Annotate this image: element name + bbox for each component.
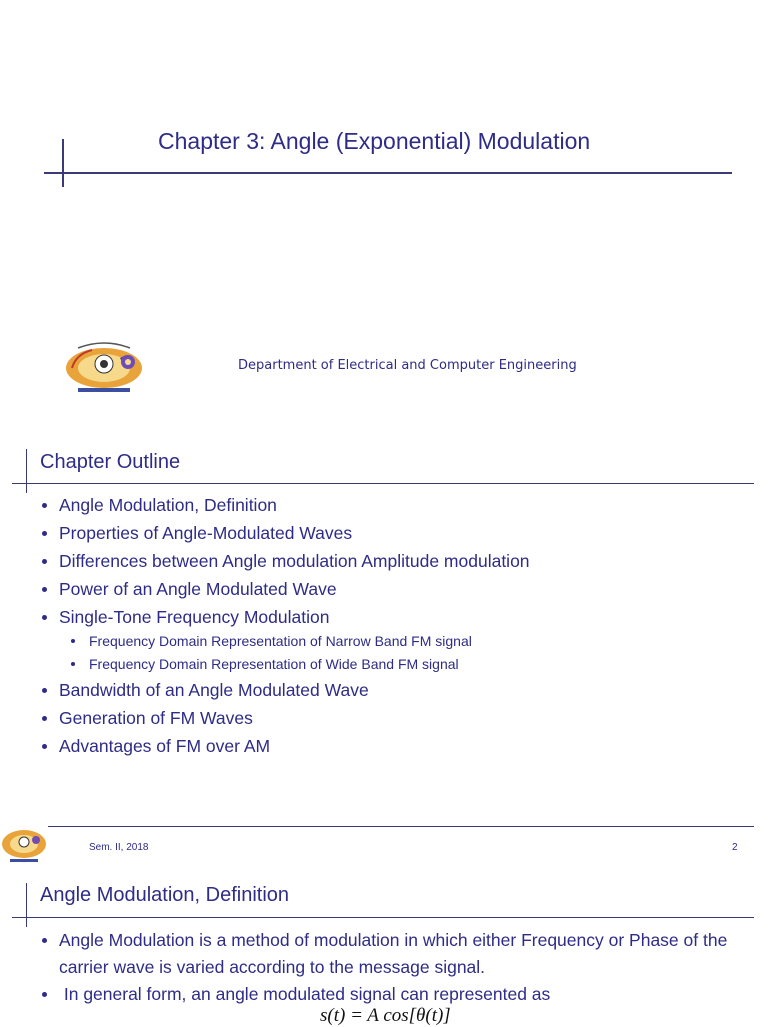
outline-sublist — [40, 630, 472, 676]
definition-title: Angle Modulation, Definition — [40, 884, 290, 906]
chapter-title: Chapter 3: Angle (Exponential) Modulation — [158, 128, 591, 154]
university-logo-icon — [58, 338, 148, 396]
definition-vertical-rule — [26, 883, 27, 927]
angle-modulation-equation: s(t) = A cos[θ(t)] — [320, 1005, 451, 1026]
list-item: Generation of FM Waves — [40, 704, 369, 732]
list-item: Angle Modulation, Definition — [40, 491, 530, 519]
sub-list-item: Frequency Domain Representation of Wide Band FM signal — [69, 653, 472, 676]
definition-body — [40, 927, 755, 1008]
list-item: Advantages of FM over AM — [40, 732, 369, 760]
footer-logo-icon — [0, 822, 48, 866]
outline-list — [40, 491, 530, 631]
title-horizontal-rule — [44, 172, 732, 174]
list-item — [40, 603, 530, 631]
footer-page-number: 2 — [732, 842, 738, 853]
sub-list-item: Frequency Domain Representation of Narrow Band FM signal — [69, 630, 472, 653]
outline-title: Chapter Outline — [40, 451, 181, 473]
definition-bullet: Angle Modulation is a method of modulation in which either Frequency or Phase of the carrier wave is varied according to the message signal. — [40, 927, 755, 981]
definition-horizontal-rule — [12, 917, 754, 918]
list-item: Power of an Angle Modulated Wave — [40, 575, 530, 603]
footer-rule — [48, 826, 754, 827]
outline-vertical-rule — [26, 449, 27, 493]
outline-horizontal-rule — [12, 483, 754, 484]
list-item: Properties of Angle-Modulated Waves — [40, 519, 530, 547]
title-vertical-rule — [62, 139, 64, 187]
list-item: Differences between Angle modulation Amplitude modulation — [40, 547, 530, 575]
list-item: Bandwidth of an Angle Modulated Wave — [40, 676, 369, 704]
department-name: Department of Electrical and Computer Engineering — [238, 358, 577, 373]
definition-bullet: In general form, an angle modulated signal can represented as — [40, 981, 755, 1008]
outline-list-continued — [40, 676, 369, 760]
footer-semester: Sem. II, 2018 — [89, 842, 149, 853]
list-item-label: Single-Tone Frequency Modulation — [59, 607, 330, 627]
